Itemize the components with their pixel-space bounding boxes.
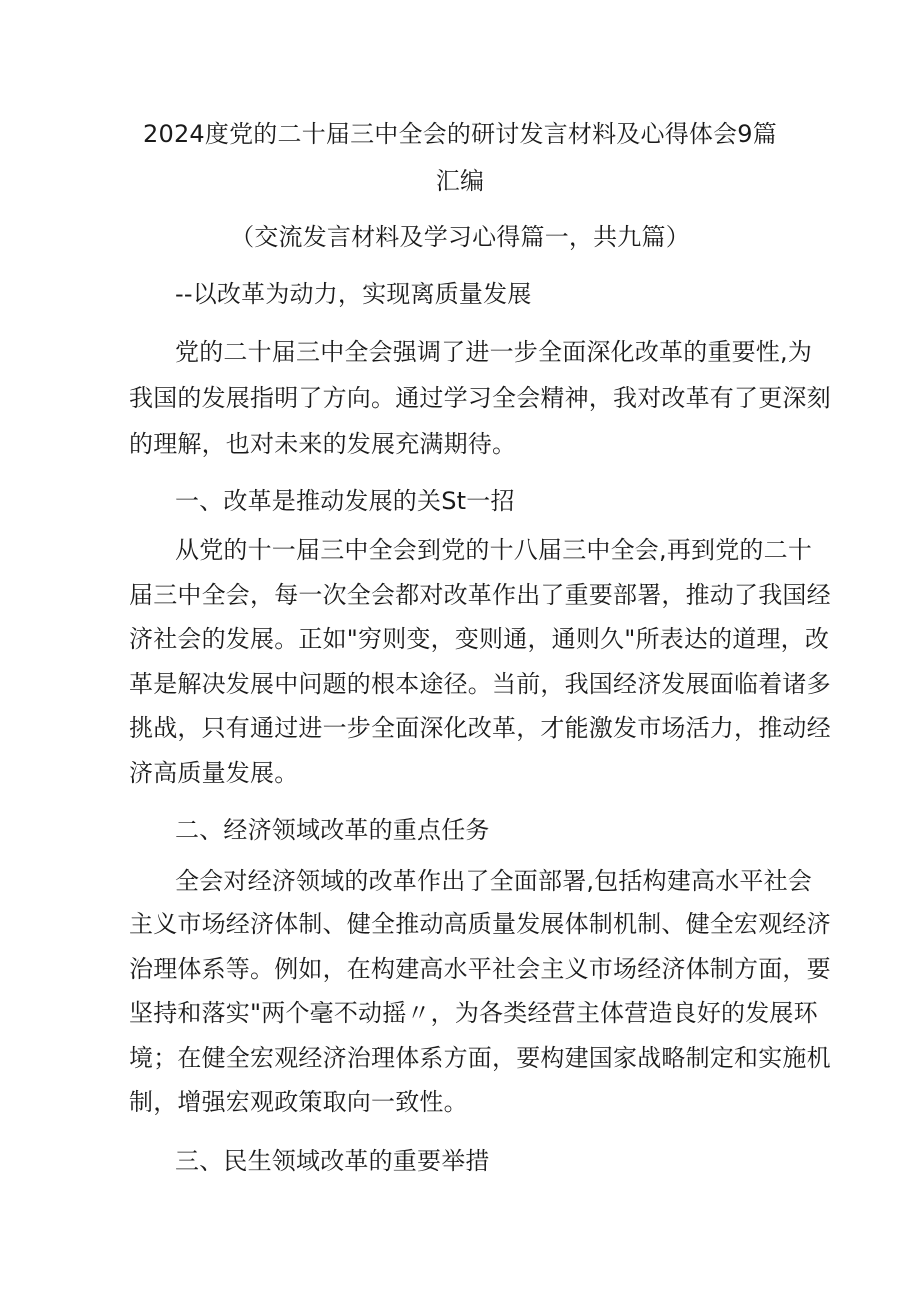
- section2-paragraph-line: 治理体系等。例如，在构建高水平社会主义市场经济体制方面，要: [129, 955, 831, 983]
- section1-paragraph-line: 济高质量发展。: [129, 759, 299, 787]
- document-title: 2024度党的二十届三中全会的研讨发言材料及心得体会9篇: [143, 120, 777, 148]
- section2-paragraph-line: 全会对经济领域的改革作出了全面部署,包括构建高水平社会: [175, 867, 813, 895]
- document-subtitle: （交流发言材料及学习心得篇一，共九篇）: [230, 223, 690, 251]
- section2-paragraph-line: 坚持和落实"两个毫不动摇〃，为各类经营主体营造良好的发展环: [129, 999, 818, 1027]
- document-tagline: --以改革为动力，实现离质量发展: [175, 280, 532, 308]
- section1-paragraph-line: 革是解决发展中问题的根本途径。当前，我国经济发展面临着诸多: [129, 670, 831, 698]
- intro-paragraph-line: 我国的发展指明了方向。通过学习全会精神，我对改革有了更深刻: [129, 384, 831, 412]
- section1-paragraph-line: 济社会的发展。正如"穷则变，变则通，通则久"所表达的道理，改: [129, 625, 830, 653]
- section1-paragraph-line: 从党的十一届三中全会到党的十八届三中全会,再到党的二十: [175, 536, 813, 564]
- document-title-continued: 汇编: [435, 167, 485, 195]
- intro-paragraph-line: 的理解，也对未来的发展充满期待。: [129, 430, 517, 458]
- section-heading-1: 一、改革是推动发展的关St一招: [175, 487, 515, 515]
- section-heading-3: 三、民生领域改革的重要举措: [175, 1147, 490, 1175]
- section1-paragraph-line: 挑战，只有通过进一步全面深化改革，才能激发市场活力，推动经: [129, 714, 831, 742]
- intro-paragraph-line: 党的二十届三中全会强调了进一步全面深化改革的重要性,为: [175, 338, 813, 366]
- section-heading-2: 二、经济领域改革的重点任务: [175, 816, 490, 844]
- section1-paragraph-line: 届三中全会，每一次全会都对改革作出了重要部署，推动了我国经: [129, 581, 831, 609]
- section2-paragraph-line: 境；在健全宏观经济治理体系方面，要构建国家战略制定和实施机: [129, 1044, 831, 1072]
- section2-paragraph-line: 主义市场经济体制、健全推动高质量发展体制机制、健全宏观经济: [129, 910, 831, 938]
- section2-paragraph-line: 制，增强宏观政策取向一致性。: [129, 1088, 468, 1116]
